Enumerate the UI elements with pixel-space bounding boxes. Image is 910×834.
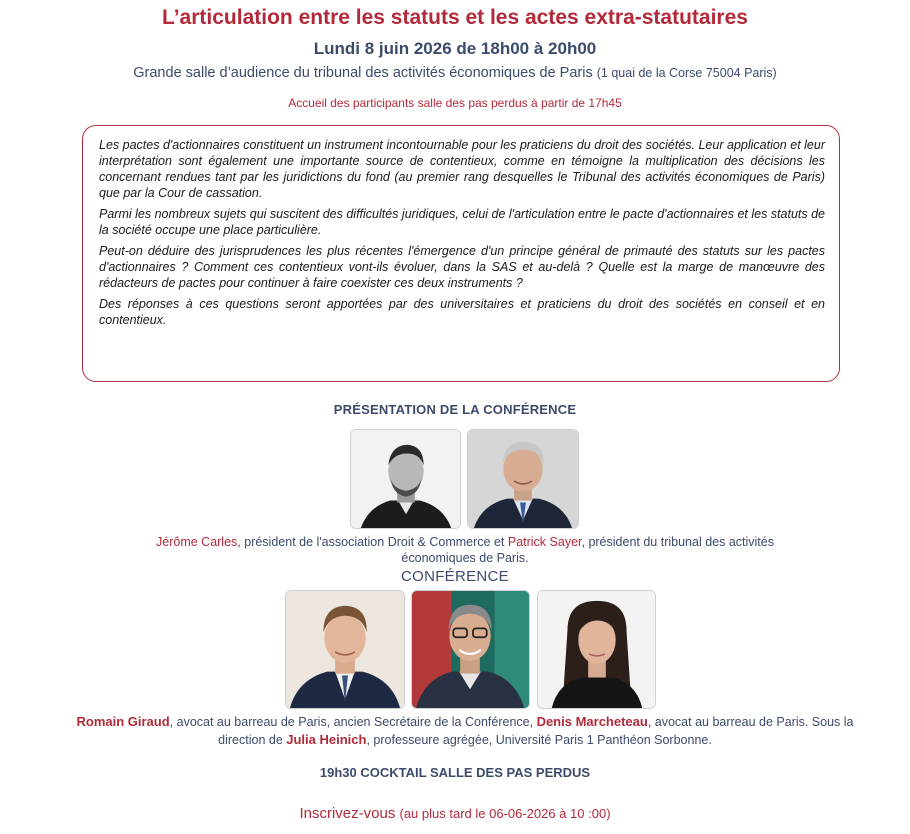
conference-caption bbox=[70, 713, 860, 749]
event-venue bbox=[0, 65, 910, 81]
intro-paragraph-1: Les pactes d'actionnaires constituent un instrument incontournable pour les praticiens du droit des sociétés. Leur application et leur interprétation sont également une importante source de contentieux, comme en témoigne la multiplication des décisions les concernant rendues tant par les juridictions du fond (au premier rang desquelles le Tribunal des activités économiques de Paris) que par la Cour de cassation. bbox=[99, 138, 825, 200]
photo-patrick-sayer bbox=[467, 429, 579, 529]
speaker-name-romain-giraud: Romain Giraud bbox=[76, 714, 170, 729]
event-title: L’articulation entre les statuts et les actes extra-statutaires bbox=[162, 6, 748, 29]
register-deadline: (au plus tard le 06-06-2026 à 10 :00) bbox=[399, 806, 611, 821]
photo-julia-heinich bbox=[537, 590, 656, 709]
photo-denis-marcheteau bbox=[411, 590, 530, 709]
intro-paragraph-2: Parmi les nombreux sujets qui suscitent des difficultés juridiques, celui de l'articulation entre le pacte d'actionnaires et les statuts de la société occupe une place particulière. bbox=[99, 207, 825, 237]
intro-paragraph-3: Peut-on déduire des jurisprudences les plus récentes l'émergence d'un principe général de primauté des statuts sur les pactes d'actionnaires ? Comment ces contentieux vont-ils évoluer, dans la SAS et au-delà ? Quelle est la marge de manœuvre des rédacteurs de pactes pour continuer à faire coexister ces deux instruments ? bbox=[99, 244, 825, 290]
cocktail-note: 19h30 COCKTAIL SALLE DES PAS PERDUS bbox=[319, 765, 591, 780]
conference-heading: CONFÉRENCE bbox=[400, 568, 509, 585]
register-link[interactable]: Inscrivez-vous bbox=[299, 805, 396, 822]
venue-address: (1 quai de la Corse 75004 Paris) bbox=[596, 66, 777, 80]
intro-box bbox=[82, 125, 840, 382]
speaker-role-patrick-sayer: , président du tribunal des activités économiques de Paris. bbox=[401, 535, 774, 565]
speaker-name-patrick-sayer: Patrick Sayer bbox=[507, 535, 582, 549]
register-line bbox=[0, 805, 910, 822]
speaker-name-denis-marcheteau: Denis Marcheteau bbox=[536, 714, 648, 729]
speaker-name-julia-heinich: Julia Heinich bbox=[286, 732, 367, 747]
event-date: Lundi 8 juin 2026 de 18h00 à 20h00 bbox=[313, 39, 597, 58]
speaker-role-romain-giraud: , avocat au barreau de Paris, ancien Secrétaire de la Conférence, bbox=[169, 715, 537, 729]
speaker-role-julia-heinich: , professeure agrégée, Université Paris 1 Panthéon Sorbonne. bbox=[366, 733, 712, 747]
photo-jerome-carles bbox=[350, 429, 461, 529]
speaker-role-denis-marcheteau: , avocat au barreau de Paris. Sous la direction de bbox=[218, 715, 854, 747]
speaker-name-jerome-carles: Jérôme Carles bbox=[156, 535, 238, 549]
presentation-caption bbox=[140, 534, 790, 566]
presentation-heading: PRÉSENTATION DE LA CONFÉRENCE bbox=[333, 402, 577, 417]
speaker-role-jerome-carles: , président de l'association Droit & Commerce et bbox=[237, 535, 508, 549]
photo-romain-giraud bbox=[285, 590, 405, 709]
intro-paragraph-4: Des réponses à ces questions seront apportées par des universitaires et praticiens du droit des sociétés en conseil et en contentieux. bbox=[99, 297, 825, 327]
welcome-note: Accueil des participants salle des pas perdus à partir de 17h45 bbox=[288, 96, 622, 110]
venue-main: Grande salle d’audience du tribunal des activités économiques de Paris bbox=[133, 65, 593, 81]
